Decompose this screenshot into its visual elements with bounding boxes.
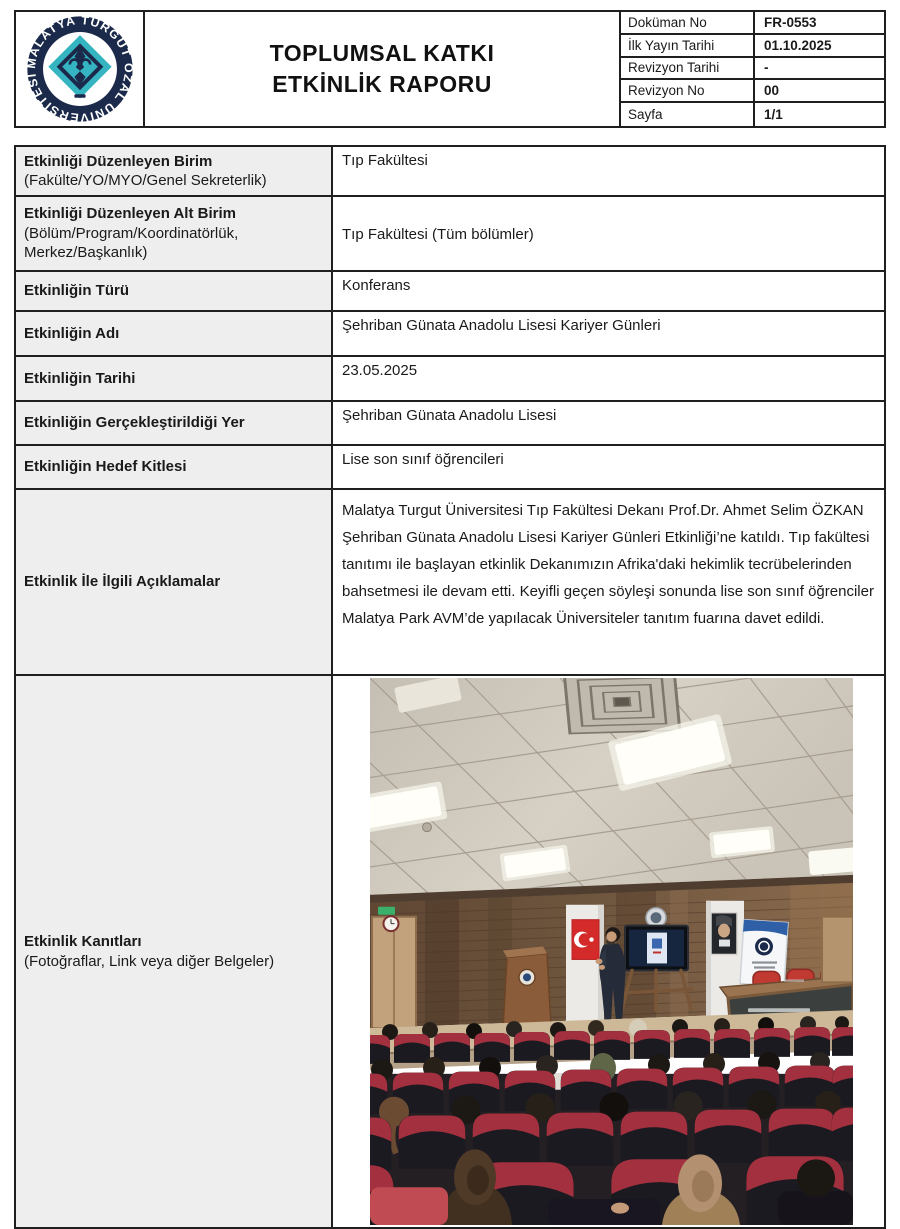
row-sublabel: (Bölüm/Program/Koordinatörlük, Merkez/Başkanlık) [24,224,239,262]
row-label-cell [16,197,333,270]
ataturk-portrait [711,913,737,955]
doc-info-row [621,80,884,103]
row-label: Etkinlik İle İlgili Açıklamalar [24,573,221,591]
row-label: Etkinliğin Türü [24,282,129,300]
row-label-cell [16,357,333,400]
row-value: Tıp Fakültesi [342,152,428,169]
logo-ring-text: MALATYA TURGUT OZAL ÜNİVERSİTESİ [24,14,135,124]
row-label: Etkinliği Düzenleyen Alt Birim [24,205,236,223]
doc-info-table [621,12,884,126]
report-title [145,12,621,126]
row-value: Tıp Fakültesi (Tüm bölümler) [342,225,534,243]
form-row-kanitlari [16,674,884,1227]
doc-info-row [621,103,884,126]
audience [370,1016,853,1225]
row-value: Lise son sınıf öğrencileri [342,451,504,468]
braid [392,1124,396,1154]
doc-info-value: 01.10.2025 [764,37,832,53]
row-value: Şehriban Günata Anadolu Lisesi [342,407,557,424]
row-label-cell [16,446,333,488]
logo-year-mark [74,94,85,98]
doc-info-row [621,58,884,81]
school-name-text [748,1008,810,1012]
row-label-cell [16,676,333,1227]
row-label: Etkinliği Düzenleyen Birim [24,152,213,170]
row-value-description: Malatya Turgut Üniversitesi Tıp Fakültesi Dekanı Prof.Dr. Ahmet Selim ÖZKAN Şehriban Günata Anadolu Lisesi Kariyer Günleri Etkinliği’ne katıldı. Tıp fakültesi tanıtımı ile başlayan etkinlik Dekanımızın Afrika'daki hekimlik tecrübelerinden bahsetmesi ile devam etti. Keyifli geçen söyleşi sonunda lise son sınıf öğrenciler Malatya Park AVM’de yapılacak Üniversiteler tanıtım fuarına davet edildi. [342,502,874,627]
form-row-birim [16,147,884,195]
form-row-yer [16,400,884,444]
university-logo-icon [24,13,136,125]
form-row-hedef-kitlesi [16,444,884,488]
row-label-cell [16,147,333,195]
conference-hall-photo [370,678,853,1225]
doc-info-value: FR-0553 [764,14,817,30]
row-label: Etkinliğin Adı [24,324,120,342]
form-row-turu [16,270,884,310]
exit-sign [378,907,395,915]
row-label-cell [16,272,333,310]
row-value: Şehriban Günata Anadolu Lisesi Kariyer Günleri [342,317,661,334]
row-value: Konferans [342,277,411,294]
row-label-cell [16,312,333,355]
front-seat-corner [370,1187,448,1225]
evidence-photo-cell [333,676,884,1227]
report-title-line2: ETKİNLİK RAPORU [272,71,492,97]
doc-info-label: İlk Yayın Tarihi [621,35,755,56]
row-label: Etkinliğin Gerçekleştirildiği Yer [24,414,245,432]
lectern [503,947,551,1030]
audience-figure-center [548,1199,660,1225]
doc-info-row [621,35,884,58]
row-label: Etkinlik Kanıtları [24,933,142,950]
row-value: 23.05.2025 [342,362,418,379]
report-title-line1: TOPLUMSAL KATKI [269,40,495,66]
form-table [14,145,886,1229]
presenter-hand [599,965,605,970]
form-row-adi [16,310,884,355]
doc-info-value: 1/1 [764,107,783,123]
presentation-screen [625,926,688,971]
row-label-cell [16,402,333,444]
doc-info-label: Revizyon No [621,80,755,101]
wall-clock [384,916,399,931]
clasped-hands [611,1203,629,1214]
row-label: Etkinliğin Hedef Kitlesi [24,458,187,476]
doc-info-label: Sayfa [621,103,755,126]
conference-hall-illustration [370,678,853,1225]
row-sublabel: (Fotoğraflar, Link veya diğer Belgeler) [24,952,275,970]
doc-info-label: Doküman No [621,12,755,33]
doc-info-value: - [764,60,769,76]
doc-info-value: 00 [764,83,780,99]
ceiling-light [808,847,853,875]
doc-info-label: Revizyon Tarihi [621,58,755,79]
doc-info-row [621,12,884,35]
row-sublabel: (Fakülte/YO/MYO/Genel Sekreterlik) [24,172,267,189]
wall-emblem-center [651,912,662,923]
row-label-cell [16,490,333,674]
door-right [822,917,853,983]
ceiling-vent [564,678,680,733]
form-row-alt-birim [16,195,884,270]
logo-cell [16,12,145,126]
turkish-flag [572,920,599,960]
row-label: Etkinliğin Tarihi [24,369,136,387]
presenter-hand [596,959,603,965]
smoke-detector [423,823,432,832]
form-row-tarihi [16,355,884,400]
form-row-aciklamalar [16,488,884,674]
header-box [14,10,886,128]
